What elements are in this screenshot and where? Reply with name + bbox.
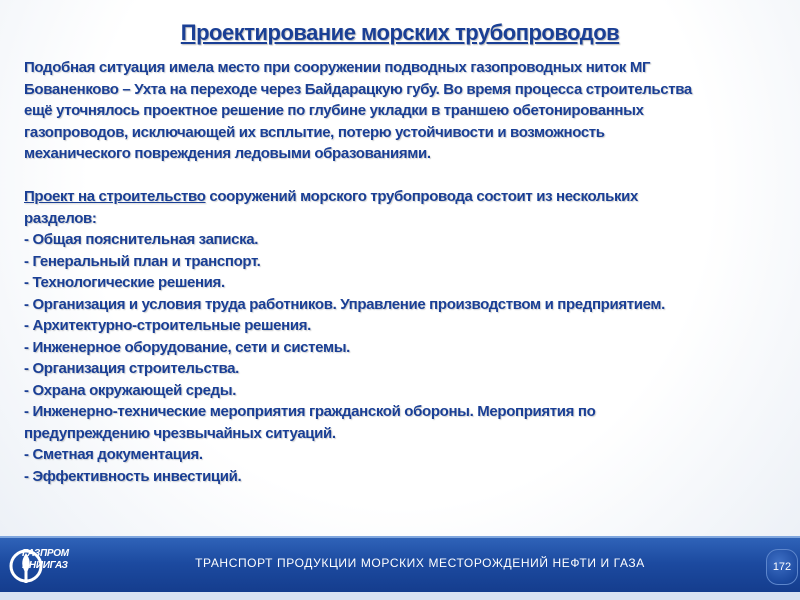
paragraph-spacer	[24, 165, 794, 187]
paragraph-line: Подобная ситуация имела место при сооружении подводных газопроводных ниток МГ	[24, 59, 651, 76]
logo-line: ВНИИГАЗ	[22, 560, 68, 571]
section-item: - Общая пояснительная записка.	[24, 231, 259, 248]
paragraph-line: сооружений морского трубопровода состоит из нескольких	[205, 188, 638, 205]
section-item: - Архитектурно-строительные решения.	[24, 317, 311, 334]
paragraph-line: разделов:	[24, 209, 97, 227]
page-title: Проектирование морских трубопроводов	[180, 20, 620, 45]
section-item: - Организация строительства.	[24, 360, 239, 377]
logo-line: ГАЗПРОМ	[22, 548, 69, 559]
paragraph-line: газопроводов, исключающей их всплытие, потерю устойчивости и возможность	[24, 123, 605, 141]
section-item: - Организация и условия труда работников. Управление производством и предприятием.	[24, 295, 665, 313]
section-item: - Генеральный план и транспорт.	[24, 252, 261, 270]
section-item: - Охрана окружающей среды.	[24, 381, 237, 399]
section-item: - Сметная документация.	[24, 446, 203, 463]
paragraph-line: механического повреждения ледовыми образованиями.	[24, 145, 431, 162]
footer-divider	[0, 592, 800, 600]
paragraph-line: Бованенково – Ухта на переходе через Байдарацкую губу. Во время процесса строительства	[24, 80, 692, 98]
paragraph-project-sections	[24, 186, 794, 229]
section-item: - Эффективность инвестиций.	[24, 467, 242, 485]
page-number: 172	[772, 561, 792, 573]
paragraph-situation	[24, 57, 794, 165]
paragraph-line: ещё уточнялось проектное решение по глубине укладки в траншею обетонированных	[24, 102, 644, 119]
footer-caption: ТРАНСПОРТ ПРОДУКЦИИ МОРСКИХ МЕСТОРОЖДЕНИЙ НЕФТИ И ГАЗА	[195, 556, 645, 570]
slide-body	[24, 57, 794, 487]
underlined-phrase: Проект на строительство	[24, 188, 206, 205]
page-number-badge	[766, 549, 798, 585]
section-item: - Технологические решения.	[24, 274, 225, 291]
section-item: предупреждению чрезвычайных ситуаций.	[24, 424, 336, 442]
section-item: - Инженерное оборудование, сети и системы.	[24, 338, 350, 356]
section-item: - Инженерно-технические мероприятия гражданской обороны. Мероприятия по	[24, 403, 596, 420]
